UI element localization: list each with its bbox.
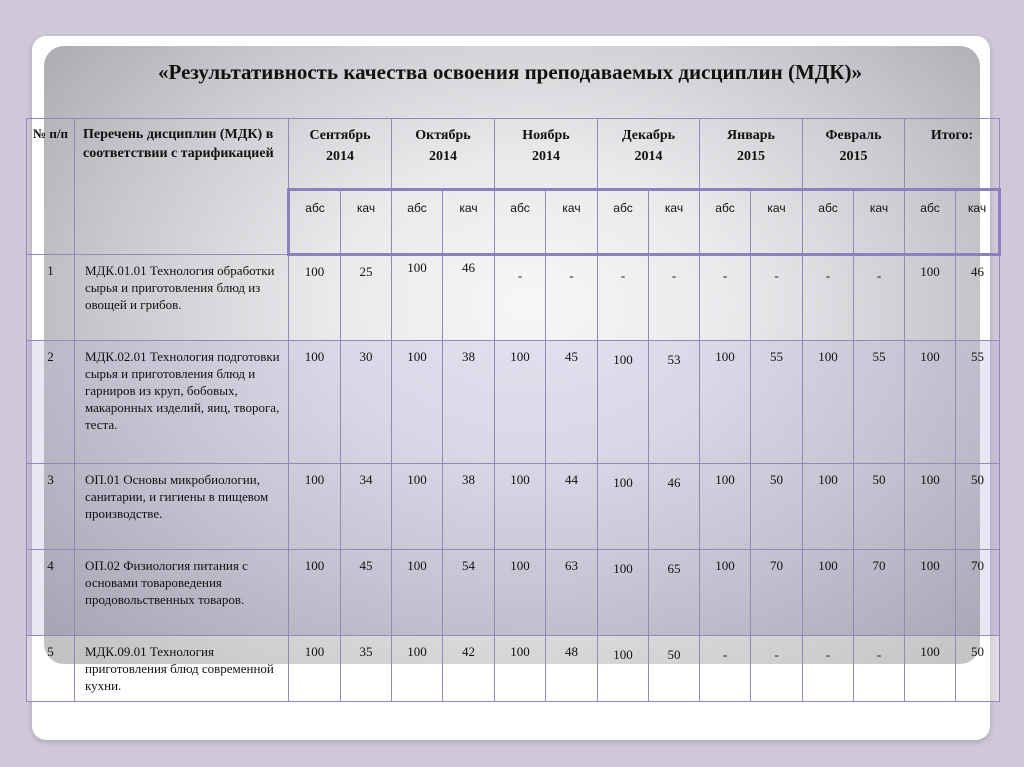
sub-kach: кач	[649, 190, 700, 255]
cell-value: 63	[546, 550, 598, 636]
cell-value: -	[751, 636, 803, 702]
cell-value: 70	[751, 550, 803, 636]
cell-value: -	[803, 255, 854, 341]
sub-abs: абс	[803, 190, 854, 255]
month-year: 2014	[532, 149, 560, 164]
discipline-name: ОП.02 Физиология питания с основами товароведения продовольственных товаров.	[75, 550, 289, 636]
month-year: 2014	[326, 149, 354, 164]
discipline-name: МДК.02.01 Технология подготовки сырья и приготовления блюд и гарниров из круп, бобовых, макаронных изделий, яиц, творога, теста.	[75, 341, 289, 464]
cell-value: 100	[598, 550, 649, 636]
month-label: Ноябрь	[522, 128, 570, 143]
cell-value: 100	[392, 255, 443, 341]
cell-value: 55	[854, 341, 905, 464]
sub-abs: абс	[700, 190, 751, 255]
row-number: 4	[27, 550, 75, 636]
col-discipline-header: Перечень дисциплин (МДК) в соответствии с тарификацией	[75, 119, 289, 255]
results-table	[26, 118, 1001, 702]
discipline-name: МДК.09.01 Технология приготовления блюд современной кухни.	[75, 636, 289, 702]
cell-value: 30	[341, 341, 392, 464]
cell-value: 100	[700, 341, 751, 464]
cell-value: 100	[905, 550, 956, 636]
month-label: Февраль	[825, 128, 882, 143]
table-row	[27, 255, 1000, 341]
cell-value: 100	[598, 636, 649, 702]
month-label: Итого:	[930, 128, 974, 143]
cell-value: 100	[289, 341, 341, 464]
cell-value: 100	[700, 464, 751, 550]
cell-value: 100	[392, 341, 443, 464]
month-header-jan	[700, 119, 803, 190]
cell-value: 100	[392, 464, 443, 550]
cell-value: 100	[905, 255, 956, 341]
cell-value: 48	[546, 636, 598, 702]
month-header-feb	[803, 119, 905, 190]
month-label: Октябрь	[415, 128, 471, 143]
cell-value: 100	[803, 341, 854, 464]
table-row	[27, 550, 1000, 636]
cell-value: -	[495, 255, 546, 341]
cell-value: -	[803, 636, 854, 702]
cell-value: 100	[289, 464, 341, 550]
cell-value: -	[598, 255, 649, 341]
discipline-name: МДК.01.01 Технология обработки сырья и приготовления блюд из овощей и грибов.	[75, 255, 289, 341]
cell-value: 54	[443, 550, 495, 636]
table-row	[27, 464, 1000, 550]
month-header-nov	[495, 119, 598, 190]
cell-value: 65	[649, 550, 700, 636]
month-header-dec	[598, 119, 700, 190]
sub-kach: кач	[341, 190, 392, 255]
row-number: 1	[27, 255, 75, 341]
cell-value: 100	[495, 550, 546, 636]
month-label: Январь	[727, 128, 775, 143]
sub-kach: кач	[956, 190, 1000, 255]
month-header-sep	[289, 119, 392, 190]
sub-abs: абс	[905, 190, 956, 255]
cell-value: 50	[956, 464, 1000, 550]
cell-value: 50	[956, 636, 1000, 702]
cell-value: 100	[289, 550, 341, 636]
cell-value: 46	[649, 464, 700, 550]
table-row	[27, 636, 1000, 702]
cell-value: 35	[341, 636, 392, 702]
col-number-header: № п/п	[27, 119, 75, 255]
cell-value: 50	[751, 464, 803, 550]
cell-value: -	[546, 255, 598, 341]
cell-value: 70	[956, 550, 1000, 636]
cell-value: 100	[598, 464, 649, 550]
sub-kach: кач	[546, 190, 598, 255]
cell-value: 100	[803, 464, 854, 550]
sub-abs: абс	[392, 190, 443, 255]
cell-value: 100	[495, 464, 546, 550]
cell-value: 100	[700, 550, 751, 636]
cell-value: 44	[546, 464, 598, 550]
cell-value: 100	[598, 341, 649, 464]
cell-value: -	[649, 255, 700, 341]
cell-value: 50	[649, 636, 700, 702]
cell-value: 100	[392, 636, 443, 702]
cell-value: 34	[341, 464, 392, 550]
month-year: 2014	[634, 149, 663, 164]
cell-value: 53	[649, 341, 700, 464]
month-year: 2015	[839, 149, 868, 164]
cell-value: -	[751, 255, 803, 341]
month-year: 2015	[737, 149, 765, 164]
month-header-total	[905, 119, 1000, 190]
cell-value: 46	[956, 255, 1000, 341]
cell-value: -	[700, 636, 751, 702]
sub-abs: абс	[598, 190, 649, 255]
row-number: 2	[27, 341, 75, 464]
cell-value: -	[854, 636, 905, 702]
cell-value: 42	[443, 636, 495, 702]
sub-abs: абс	[289, 190, 341, 255]
cell-value: 38	[443, 464, 495, 550]
cell-value: 100	[495, 341, 546, 464]
slide-title: «Результативность качества освоения преподаваемых дисциплин (МДК)»	[158, 60, 862, 84]
cell-value: 25	[341, 255, 392, 341]
month-year: 2014	[429, 149, 457, 164]
discipline-name: ОП.01 Основы микробиологии, санитарии, и гигиены в пищевом производстве.	[75, 464, 289, 550]
cell-value: 100	[289, 636, 341, 702]
table-row	[27, 341, 1000, 464]
sub-abs: абс	[495, 190, 546, 255]
cell-value: -	[854, 255, 905, 341]
cell-value: 100	[392, 550, 443, 636]
month-label: Декабрь	[621, 128, 676, 143]
cell-value: 100	[803, 550, 854, 636]
month-header-oct	[392, 119, 495, 190]
row-number: 3	[27, 464, 75, 550]
cell-value: 50	[854, 464, 905, 550]
cell-value: 55	[956, 341, 1000, 464]
cell-value: 100	[289, 255, 341, 341]
cell-value: 38	[443, 341, 495, 464]
cell-value: 100	[495, 636, 546, 702]
cell-value: 100	[905, 636, 956, 702]
sub-kach: кач	[854, 190, 905, 255]
month-label: Сентябрь	[309, 128, 371, 143]
cell-value: -	[700, 255, 751, 341]
cell-value: 100	[905, 464, 956, 550]
cell-value: 45	[546, 341, 598, 464]
row-number: 5	[27, 636, 75, 702]
cell-value: 45	[341, 550, 392, 636]
cell-value: 100	[905, 341, 956, 464]
cell-value: 55	[751, 341, 803, 464]
cell-value: 46	[443, 255, 495, 341]
sub-kach: кач	[751, 190, 803, 255]
header-row	[27, 119, 1000, 190]
cell-value: 70	[854, 550, 905, 636]
sub-kach: кач	[443, 190, 495, 255]
